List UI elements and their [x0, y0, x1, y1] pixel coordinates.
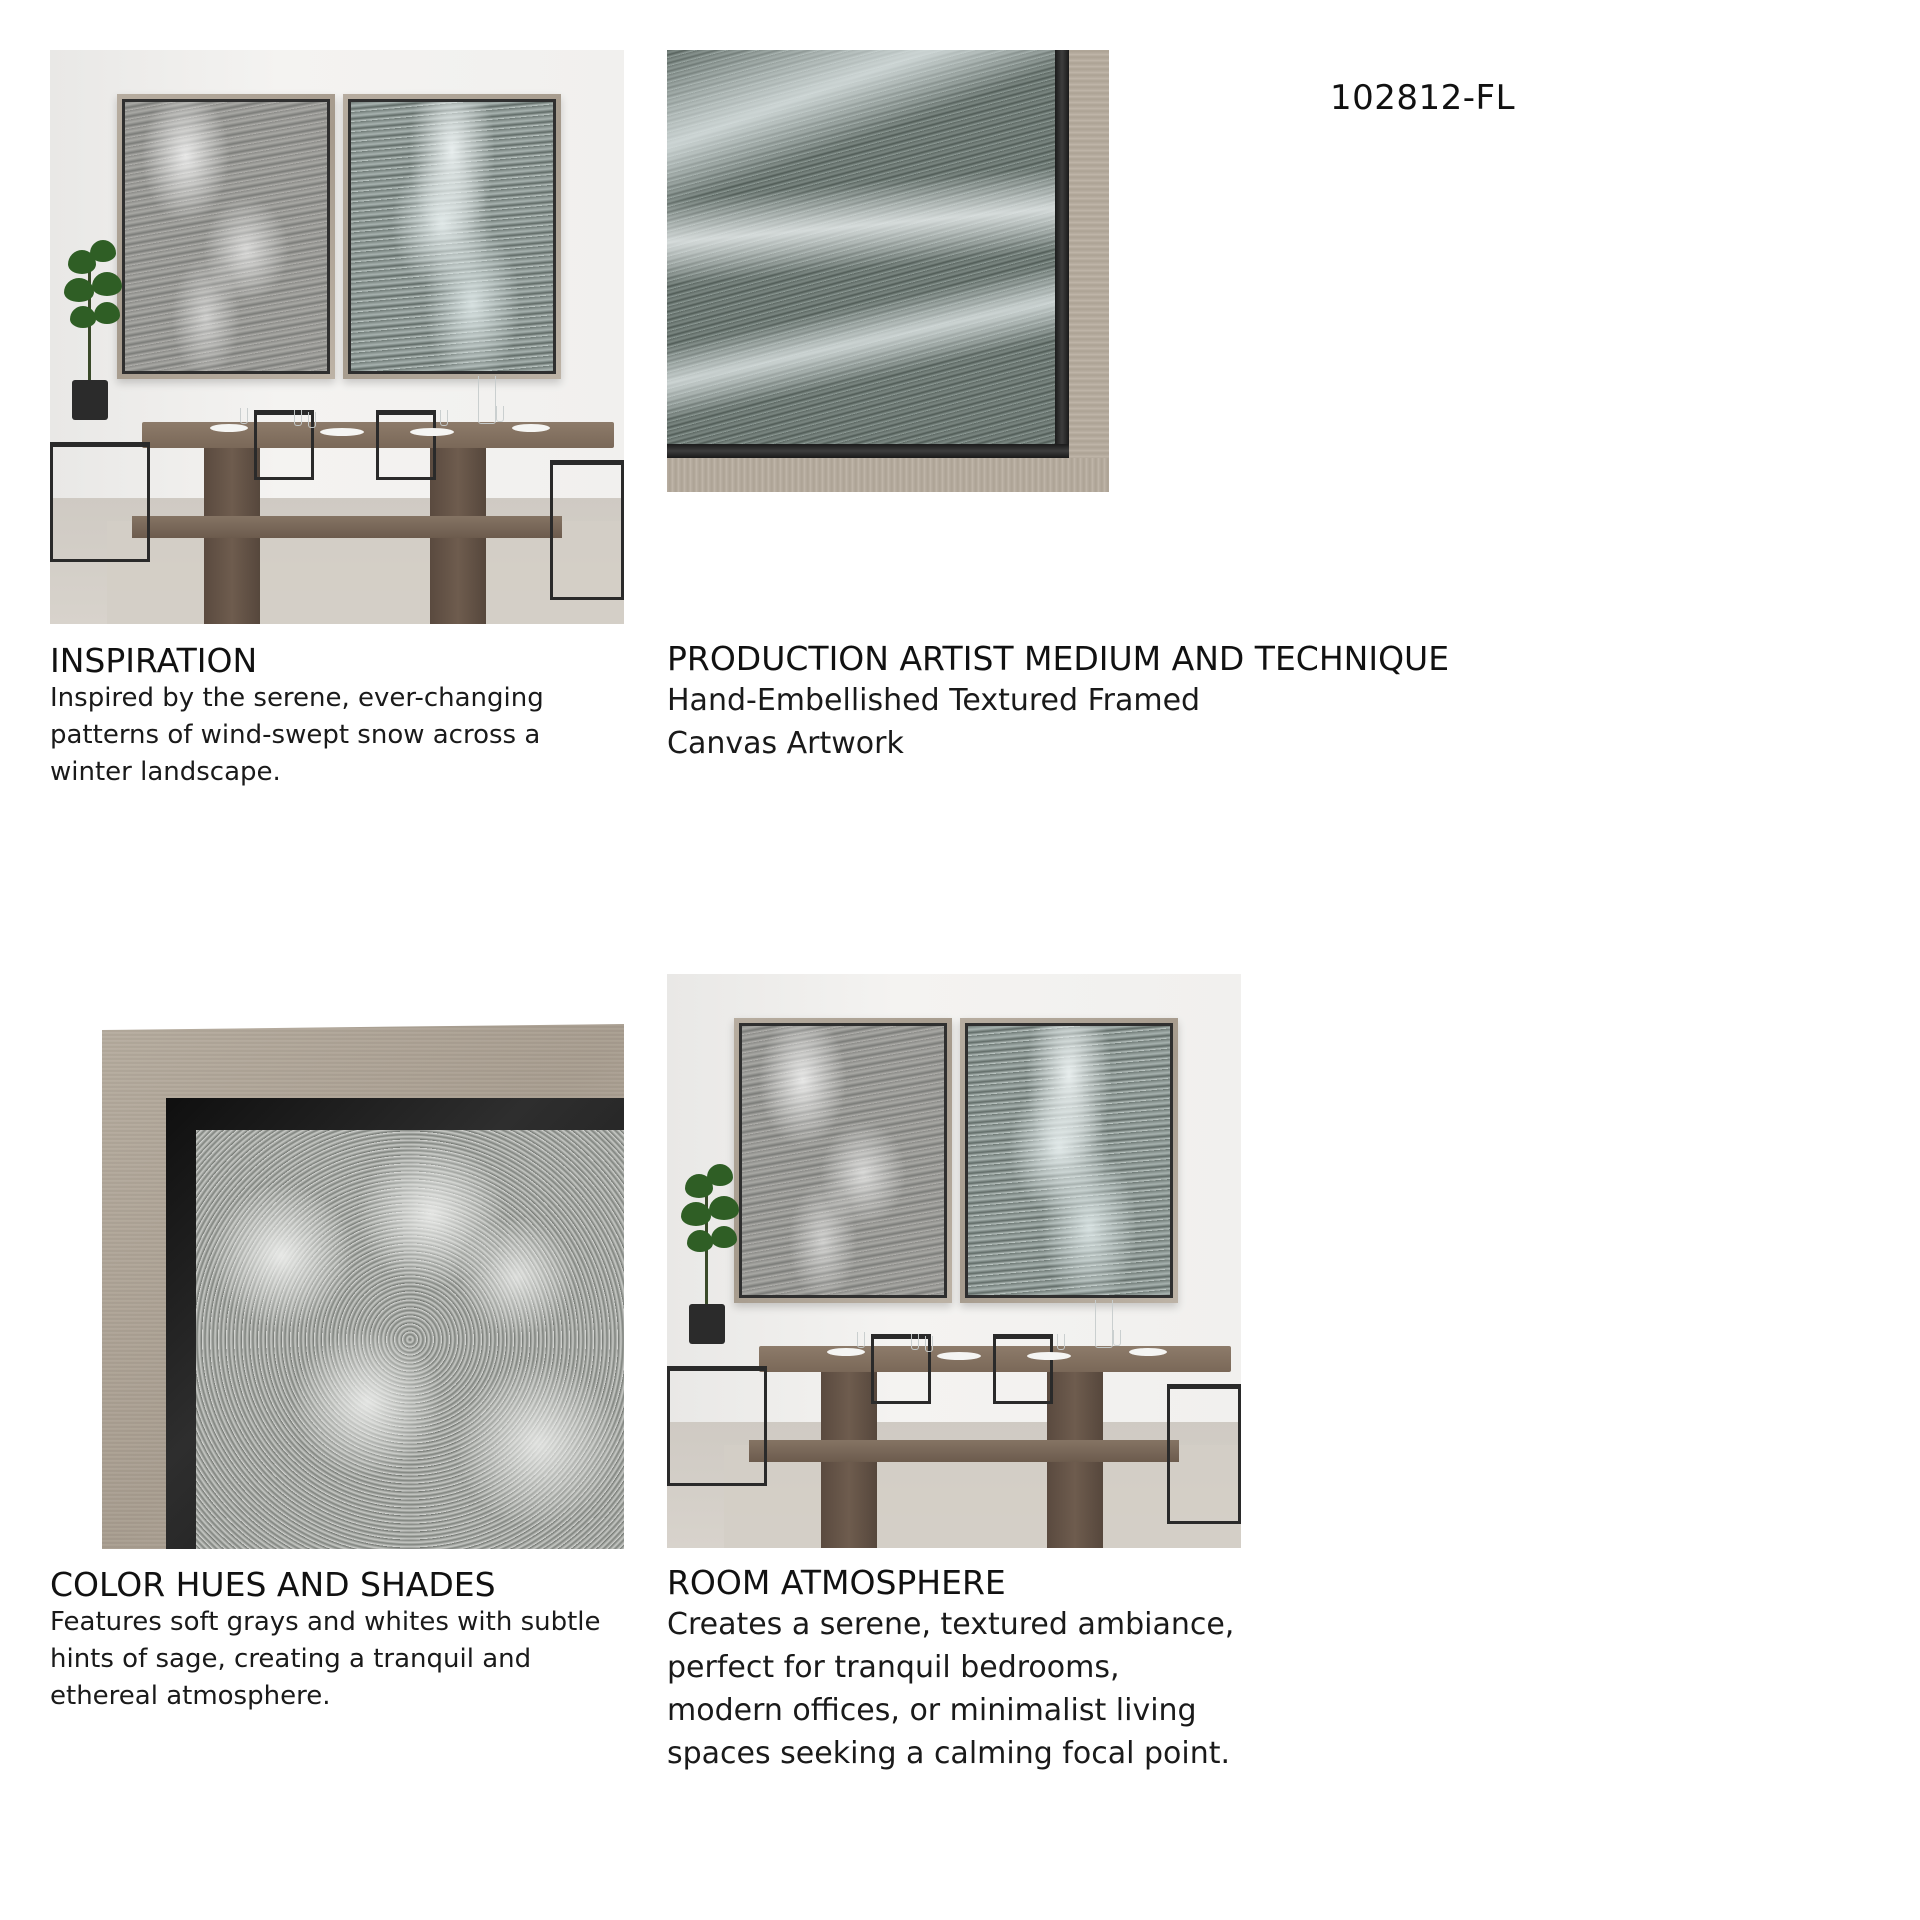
room-atmosphere-heading: ROOM ATMOSPHERE	[667, 1563, 1006, 1602]
room-atmosphere-text: Creates a serene, textured ambiance, perfect for tranquil bedrooms, modern offices, or minimalist living spaces seeking a calming focal point.	[667, 1607, 1235, 1771]
artwork-left-frame	[117, 94, 335, 379]
inspiration-text: Inspired by the serene, ever-changing patterns of wind-swept snow across a winter landscape.	[50, 683, 544, 787]
room-atmosphere-image	[667, 974, 1241, 1548]
color-text: Features soft grays and whites with subtle hints of sage, creating a tranquil and ethereal atmosphere.	[50, 1607, 601, 1711]
artwork-left-frame	[734, 1018, 952, 1303]
canvas-texture-closeup-image	[50, 1024, 624, 1549]
artwork-right-frame	[343, 94, 561, 379]
color-heading: COLOR HUES AND SHADES	[50, 1565, 496, 1604]
production-line-2: Canvas Artwork	[667, 726, 904, 761]
room-scene-image	[50, 50, 624, 624]
product-code: 102812-FL	[1330, 78, 1516, 118]
frame-corner-closeup-image	[667, 50, 1109, 492]
artwork-right-frame	[960, 1018, 1178, 1303]
production-heading: PRODUCTION ARTIST MEDIUM AND TECHNIQUE	[667, 639, 1450, 678]
production-line-1: Hand-Embellished Textured Framed	[667, 683, 1201, 718]
inspiration-heading: INSPIRATION	[50, 641, 258, 680]
